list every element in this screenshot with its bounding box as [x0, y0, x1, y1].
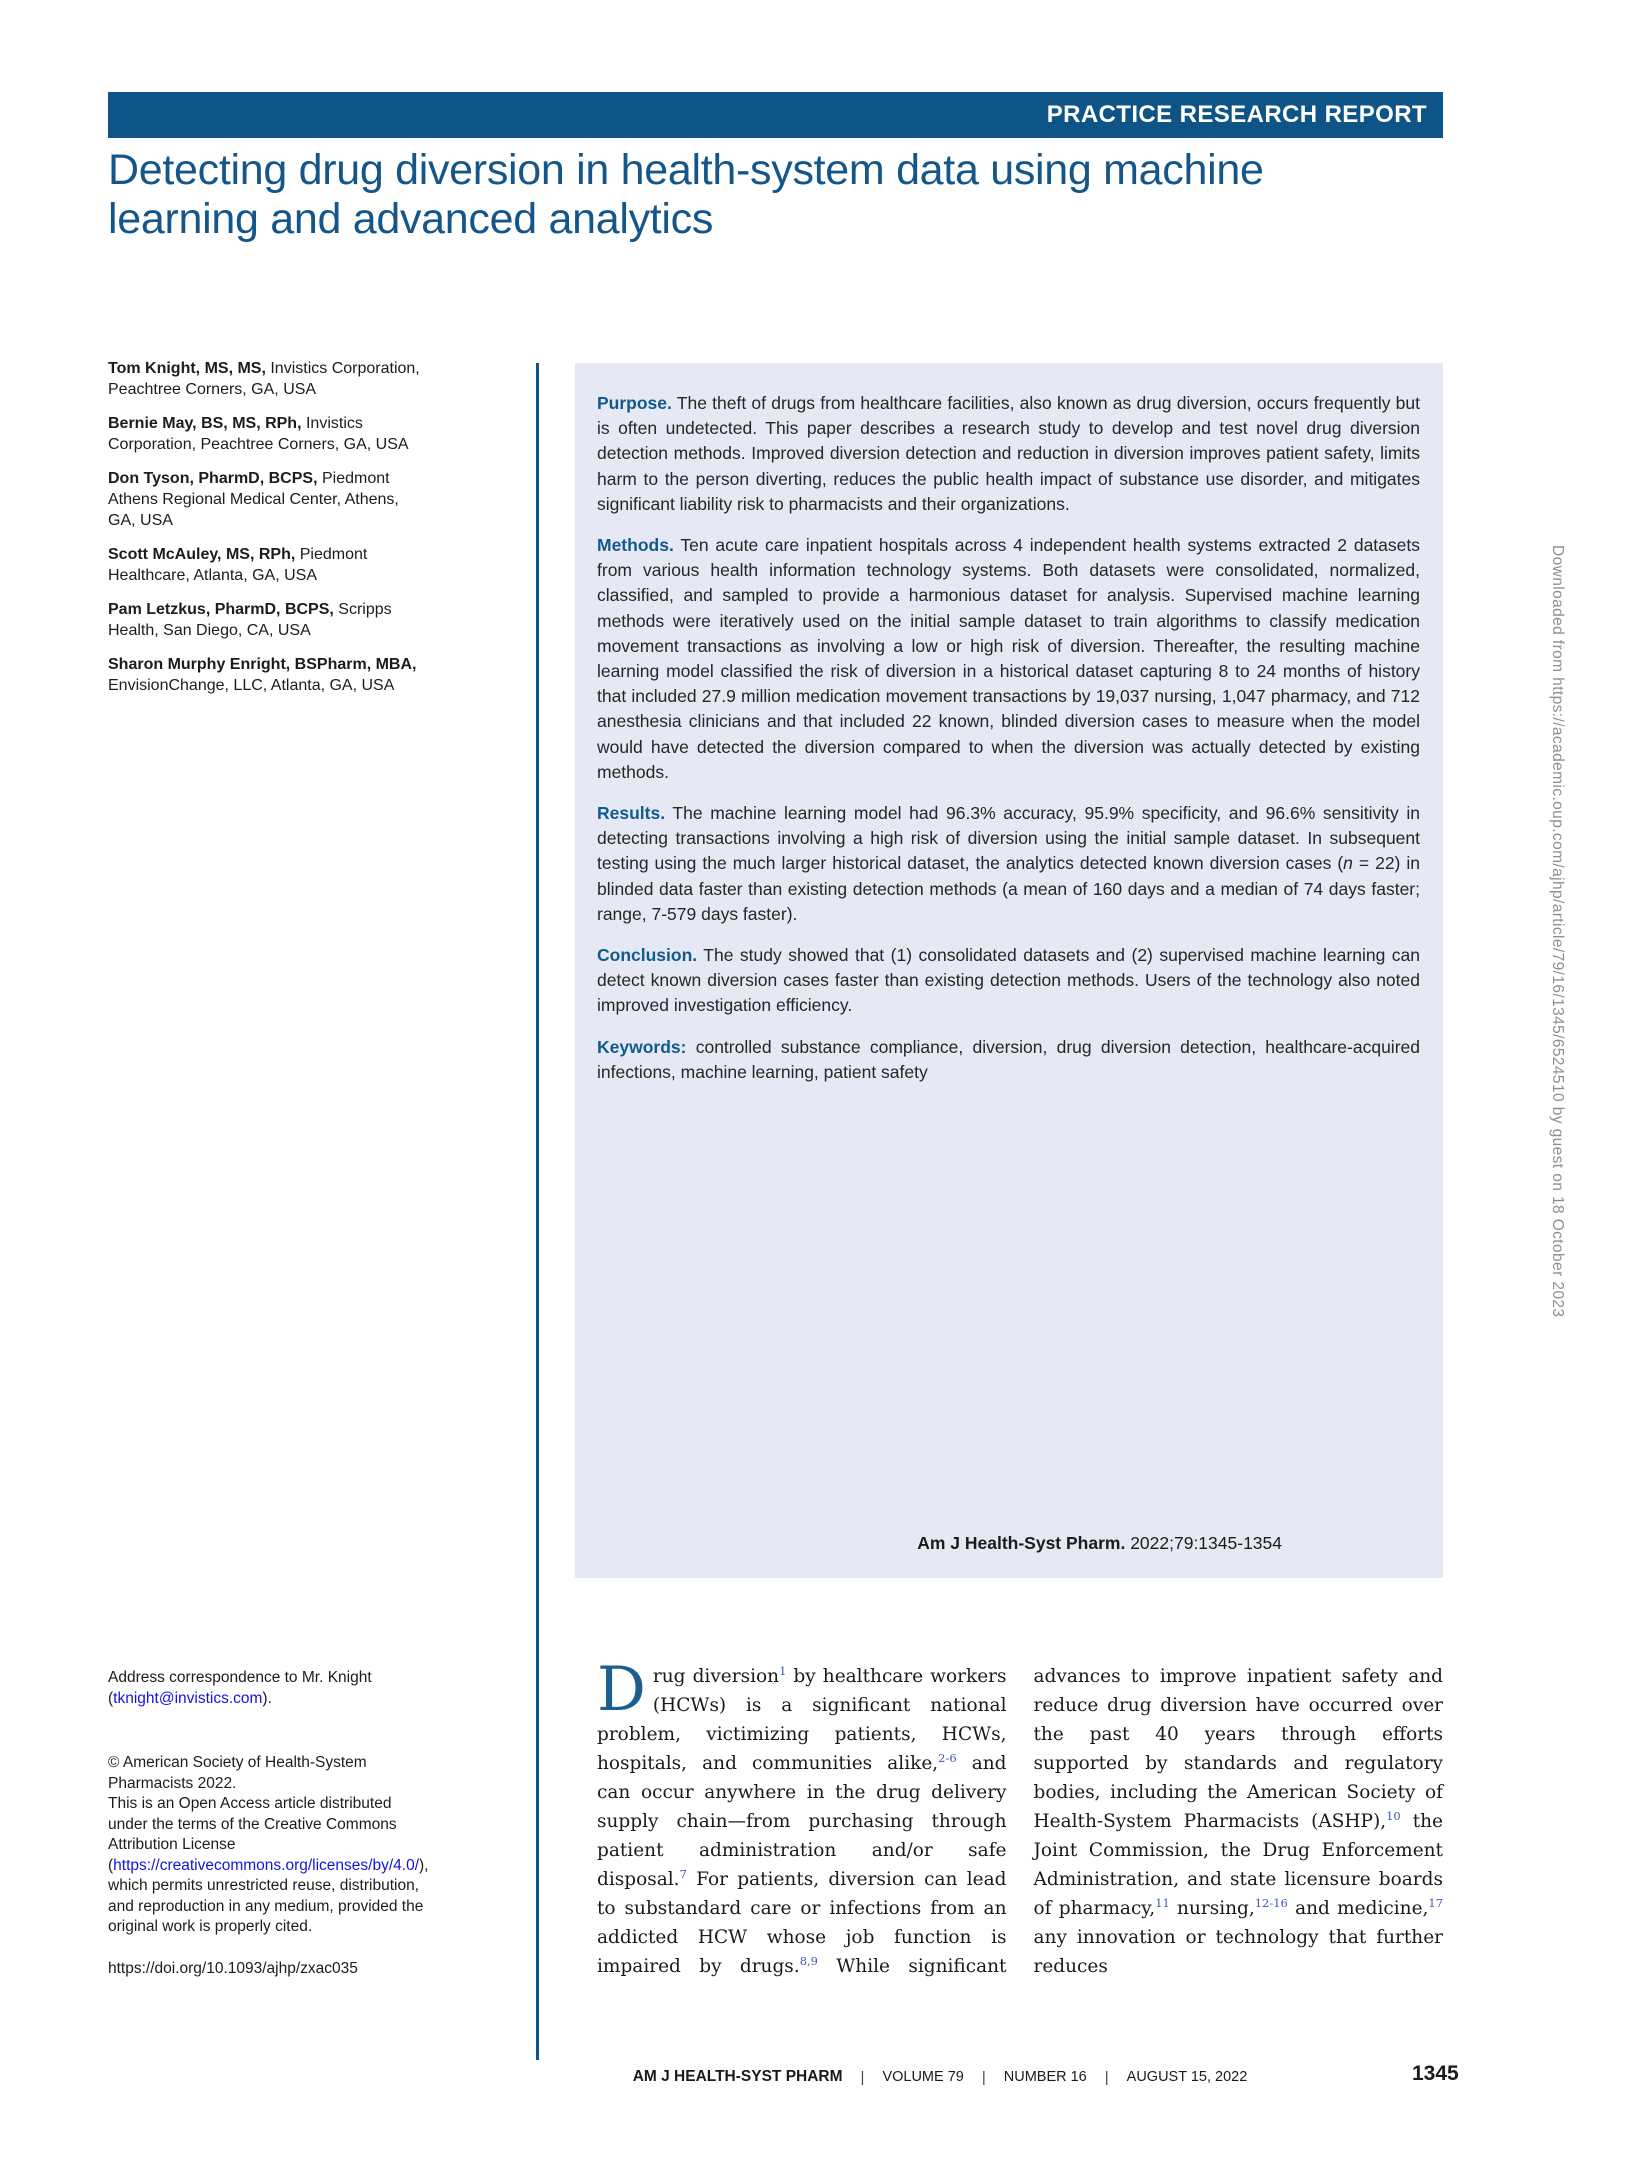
article-title: Detecting drug diversion in health-system data using machine learning and advanced analytics: [108, 146, 1264, 243]
abstract-section-label: Conclusion.: [597, 945, 698, 966]
citation-detail: 2022;79:1345-1354: [1125, 1533, 1282, 1553]
abstract-section-label: Methods.: [597, 535, 674, 556]
author-list: [108, 358, 430, 709]
abstract-section-keywords: Keywords: controlled substance compliance, diversion, drug diversion detection, healthcare-acquired infections, machine learning, patient safety: [597, 1036, 1420, 1082]
author-entry: Don Tyson, PharmD, BCPS, Piedmont Athens Regional Medical Center, Athens, GA, USA: [108, 470, 399, 529]
footer-separator: |: [1104, 2068, 1109, 2086]
footer-volume: VOLUME 79: [882, 2069, 964, 2085]
abstract-section-conclusion: Conclusion. The study showed that (1) consolidated datasets and (2) supervised machine learning can detect known diversion cases faster than existing detection methods. Users of the technology also noted improved investigation efficiency.: [597, 945, 1420, 1016]
correspondence-note: Address correspondence to Mr. Knight (tknight@invistics.com).: [108, 1669, 372, 1707]
hyperlink[interactable]: https://creativecommons.org/licenses/by/4.0/: [113, 1856, 420, 1874]
abstract-section-results: Results. The machine learning model had 96.3% accuracy, 95.9% specificity, and 96.6% sensitivity in detecting transactions involving a high risk of diversion using the initial sample dataset. In subsequent testing using the much larger historical dataset, the analytics detected known diversion cases (n = 22) in blinded data faster than existing detection methods (a mean of 160 days and a median of 74 days faster; range, 7-579 days faster).: [597, 803, 1420, 924]
body-text: rug diversion$^1$ by healthcare workers (HCWs) is a significant national problem, victimizing patients, HCWs, hospitals, and communities alike,$^{2-6}$ and can occur anywhere in the drug delivery supply chain—from purchasing through patient administration and/or safe disposal.$^7$ For patients, diversion can lead to substandard care or infections from an addicted HCW whose job function is impaired by drugs.$^{8,9}$ While significant advances to improve inpatient safety and reduce drug diversion have occurred over the past 40 years through efforts supported by standards and regulatory bodies, including the American Society of Health-System Pharmacists (ASHP),$^{10}$ the Joint Commission, the Drug Enforcement Administration, and state licensure boards of pharmacy,$^{11}$ nursing,$^{12-16}$ and medicine,$^{17}$ any innovation or technology that further reduces: [597, 1663, 1443, 1977]
abstract-sections: [597, 391, 1420, 1101]
footer-separator: |: [981, 2068, 986, 2086]
author-entry: Sharon Murphy Enright, BSPharm, MBA, EnvisionChange, LLC, Atlanta, GA, USA: [108, 656, 417, 694]
body-paragraph: [597, 1654, 1443, 1981]
page-number: 1345: [1412, 2062, 1459, 2085]
abstract-section-label: Results.: [597, 803, 666, 824]
doi-link[interactable]: https://doi.org/10.1093/ajhp/zxac035: [108, 1959, 358, 1977]
drop-cap: D: [597, 1654, 646, 1725]
journal-citation: [597, 1533, 1420, 1554]
citation-journal-name: Am J Health-Syst Pharm.: [917, 1533, 1126, 1553]
footer-journal-name: AM J HEALTH-SYST PHARM: [632, 2068, 843, 2085]
reference-superscript[interactable]: 12-16: [1254, 1895, 1288, 1910]
author-entry: Pam Letzkus, PharmD, BCPS, Scripps Health, San Diego, CA, USA: [108, 601, 392, 639]
column-divider-rule: [536, 363, 539, 2060]
article-type-label: PRACTICE RESEARCH REPORT: [1046, 101, 1427, 128]
reference-superscript[interactable]: 2-6: [938, 1750, 957, 1765]
reference-superscript[interactable]: 7: [679, 1866, 687, 1881]
footer-date: AUGUST 15, 2022: [1126, 2069, 1248, 2085]
abstract-section-purpose: Purpose. The theft of drugs from healthcare facilities, also known as drug diversion, occurs frequently but is often undetected. This paper describes a research study to develop and test novel drug diversion detection methods. Improved diversion detection and reduction in diversion improves patient safety, limits harm to the person diverting, reduces the public health impact of substance use disorder, and mitigates significant liability risk to pharmacists and their organizations.: [597, 393, 1420, 514]
reference-superscript[interactable]: 1: [779, 1663, 787, 1678]
reference-superscript[interactable]: 11: [1155, 1895, 1170, 1910]
author-entry: Tom Knight, MS, MS, Invistics Corporation, Peachtree Corners, GA, USA: [108, 360, 420, 398]
abstract-section-methods: Methods. Ten acute care inpatient hospitals across 4 independent health systems extracted 2 datasets from various health information technology systems. Both datasets were consolidated, normalized, classified, and sampled to provide a harmonious dataset for analysis. Supervised machine learning methods were iteratively used on the initial sample dataset to train algorithms to classify medication movement transactions as involving a low or high risk of diversion. Thereafter, the resulting machine learning model classified the risk of diversion in a historical dataset capturing 8 to 24 months of history that included 27.9 million medication movement transactions by 19,037 nursing, 1,047 pharmacy, and 712 anesthesia clinicians and that included 22 known, blinded diversion cases to measure when the model would have detected the diversion compared to when the diversion was actually detected by existing methods.: [597, 535, 1420, 782]
article-type-banner: [108, 92, 1443, 138]
article-info-column: [108, 1668, 429, 1979]
download-watermark: Downloaded from https://academic.oup.com/ajhp/article/79/16/1345/6524510 by guest on 18 October 2023: [1549, 545, 1566, 1318]
abstract-section-label: Keywords:: [597, 1036, 687, 1057]
article-body: [597, 1654, 1443, 1981]
author-entry: Bernie May, BS, MS, RPh, Invistics Corporation, Peachtree Corners, GA, USA: [108, 415, 409, 453]
reference-superscript[interactable]: 8,9: [799, 1953, 818, 1968]
author-entry: Scott McAuley, MS, RPh, Piedmont Healthcare, Atlanta, GA, USA: [108, 546, 368, 584]
reference-superscript[interactable]: 10: [1386, 1808, 1401, 1823]
copyright-note: © American Society of Health-System Pharmacists 2022. This is an Open Access article distributed under the terms of the Creative Commons Attribution License (https://creativecommons.org/licenses/by/4.0/), which permits unrestricted reuse, distribution, and reproduction in any medium, provided the original work is properly cited.: [108, 1754, 429, 1935]
footer: [430, 2068, 1450, 2086]
footer-separator: |: [860, 2068, 865, 2086]
reference-superscript[interactable]: 17: [1428, 1895, 1443, 1910]
footer-number: NUMBER 16: [1003, 2069, 1087, 2085]
abstract-section-label: Purpose.: [597, 393, 672, 413]
hyperlink[interactable]: tknight@invistics.com: [113, 1689, 263, 1707]
abstract: [575, 363, 1443, 1578]
